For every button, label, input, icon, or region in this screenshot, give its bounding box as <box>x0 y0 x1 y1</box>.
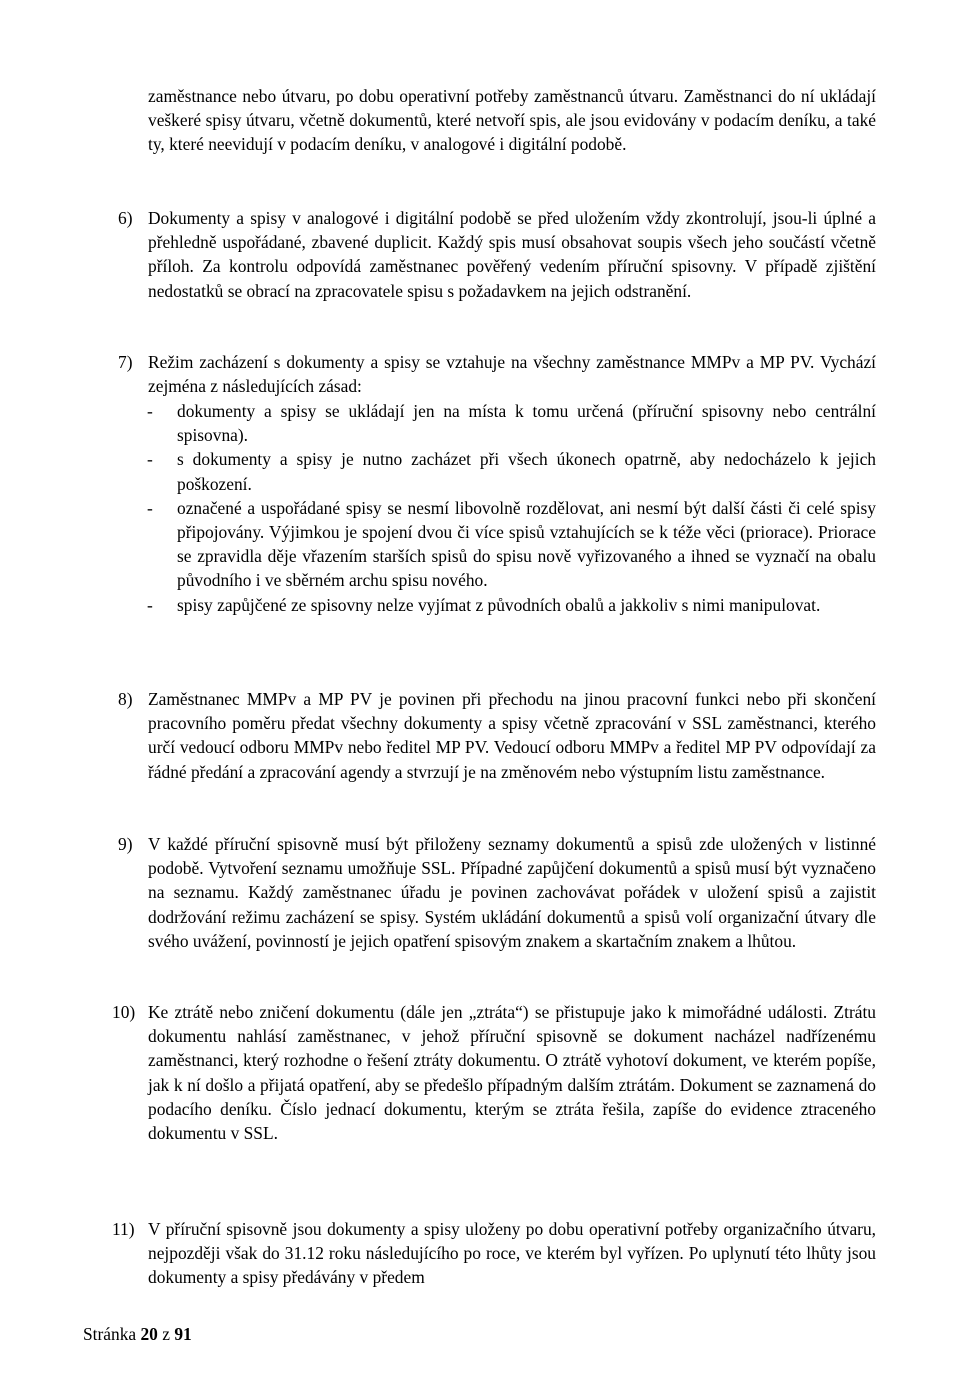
item-text-10: Ke ztrátě nebo zničení dokumentu (dále jen „ztráta“) se přistupuje jako k mimořádné události. Ztrátu dokumentu nahlásí zaměstnanec, v jehož příruční spisovně se dokument nacházel nadřízenému zaměstnanci, který rozhodne o řešení ztráty dokumentu. O ztrátě vyhotoví dokument, ve kterém popíše, jak k ní došlo a přijatá opatření, aby se předešlo případným dalším ztrátám. Dokument se zaznamená do podacího deníku. Číslo jednací dokumentu, kterým se ztráta řešila, zapíše do evidence ztraceného dokumentu v SSL. <box>148 1002 876 1144</box>
footer-of: z <box>162 1324 170 1344</box>
item-text-7: Režim zacházení s dokumenty a spisy se vztahuje na všechny zaměstnance MMPv a MP PV. Vychází zejména z následujících zásad: <box>148 352 876 397</box>
bullet-item <box>118 496 876 593</box>
dash-marker: - <box>147 401 153 421</box>
item-number-6: 6) <box>118 208 133 228</box>
bullet-text: spisy zapůjčené ze spisovny nelze vyjímat z původních obalů a jakkoliv s nimi manipulovat. <box>177 594 821 615</box>
item-7-bullet-list <box>118 399 876 617</box>
bullet-item <box>118 447 876 495</box>
bullet-item <box>118 593 876 617</box>
dash-marker: - <box>147 497 153 518</box>
item-number-9: 9) <box>118 834 133 854</box>
intro-paragraph: zaměstnance nebo útvaru, po dobu operativní potřeby zaměstnanců útvaru. Zaměstnanci do ní ukládají veškeré spisy útvaru, včetně dokumentů, které netvoří spis, ale jsou evidovány v podacím deníku, a také ty, které neevidují v podacím deníku, v analogové i digitální podobě. <box>148 86 876 155</box>
item-text-8: Zaměstnanec MMPv a MP PV je povinen při přechodu na jinou pracovní funkci nebo při skončení pracovního poměru předat všechny dokumenty a spisy včetně zpracování v SSL zaměstnanci, kterého určí vedoucí odboru MMPv nebo ředitel MP PV. Vedoucí odboru MMPv a ředitel MP PV odpovídají za řádné předání a zpracování agendy a stvrzují je na změnovém nebo výstupním listu zaměstnance. <box>148 689 876 782</box>
item-number-10: 10) <box>112 1002 136 1022</box>
page-footer <box>83 1322 192 1346</box>
bullet-text: s dokumenty a spisy je nutno zacházet při všech úkonech opatrně, aby nedocházelo k jejich poškození. <box>177 449 876 494</box>
bullet-text: dokumenty a spisy se ukládají jen na místa k tomu určená (příruční spisovny nebo centrální spisovna). <box>177 401 876 446</box>
item-number-11: 11) <box>112 1219 135 1239</box>
item-number-8: 8) <box>118 689 133 709</box>
bullet-text: označené a uspořádané spisy se nesmí libovolně rozdělovat, ani nesmí být další části či celé spisy připojovány. Výjimkou je spojení dvou či více spisů vztahujících se k téže věci (priorace). Priorace se zpravidla děje vřazením starších spisů do spisu nově vyřizovaného a ihned se vyznačí na obalu původního i ve sběrném archu spisu nového. <box>177 497 876 591</box>
footer-page-number: 20 <box>140 1324 158 1344</box>
dash-marker: - <box>147 594 153 615</box>
bullet-item <box>118 399 876 447</box>
item-number-7: 7) <box>118 352 133 372</box>
item-text-11: V příruční spisovně jsou dokumenty a spisy uloženy po dobu operativní potřeby organizačního útvaru, nejpozději však do 31.12 roku následujícího po roce, ve kterém byl vyřízen. Po uplynutí této lhůty jsou dokumenty a spisy předávány v předem <box>148 1219 876 1288</box>
dash-marker: - <box>147 449 153 470</box>
footer-total-pages: 91 <box>174 1324 192 1344</box>
item-text-6: Dokumenty a spisy v analogové i digitální podobě se před uložením vždy zkontrolují, jsou-li úplné a přehledně uspořádané, zbavené duplicit. Každý spis musí obsahovat soupis všech jeho součástí včetně příloh. Za kontrolu odpovídá zaměstnanec pověřený vedením příruční spisovny. V případě zjištění nedostatků se obrací na zpracovatele spisu s požadavkem na jejich odstranění. <box>148 208 876 301</box>
item-text-9: V každé příruční spisovně musí být přiloženy seznamy dokumentů a spisů zde uložených v listinné podobě. Vytvoření seznamu umožňuje SSL. Případné zapůjčení dokumentů a spisů musí být vyznačeno na seznamu. Každý zaměstnanec úřadu je povinen zachovávat pořádek v uložení spisů a zajistit dodržování režimu zacházení se spisy. Systém ukládání dokumentů a spisů volí organizační útvary dle svého uvážení, povinností je jejich opatření spisovým znakem a skartačním znakem a lhůtou. <box>148 834 876 951</box>
footer-label: Stránka <box>83 1324 137 1344</box>
